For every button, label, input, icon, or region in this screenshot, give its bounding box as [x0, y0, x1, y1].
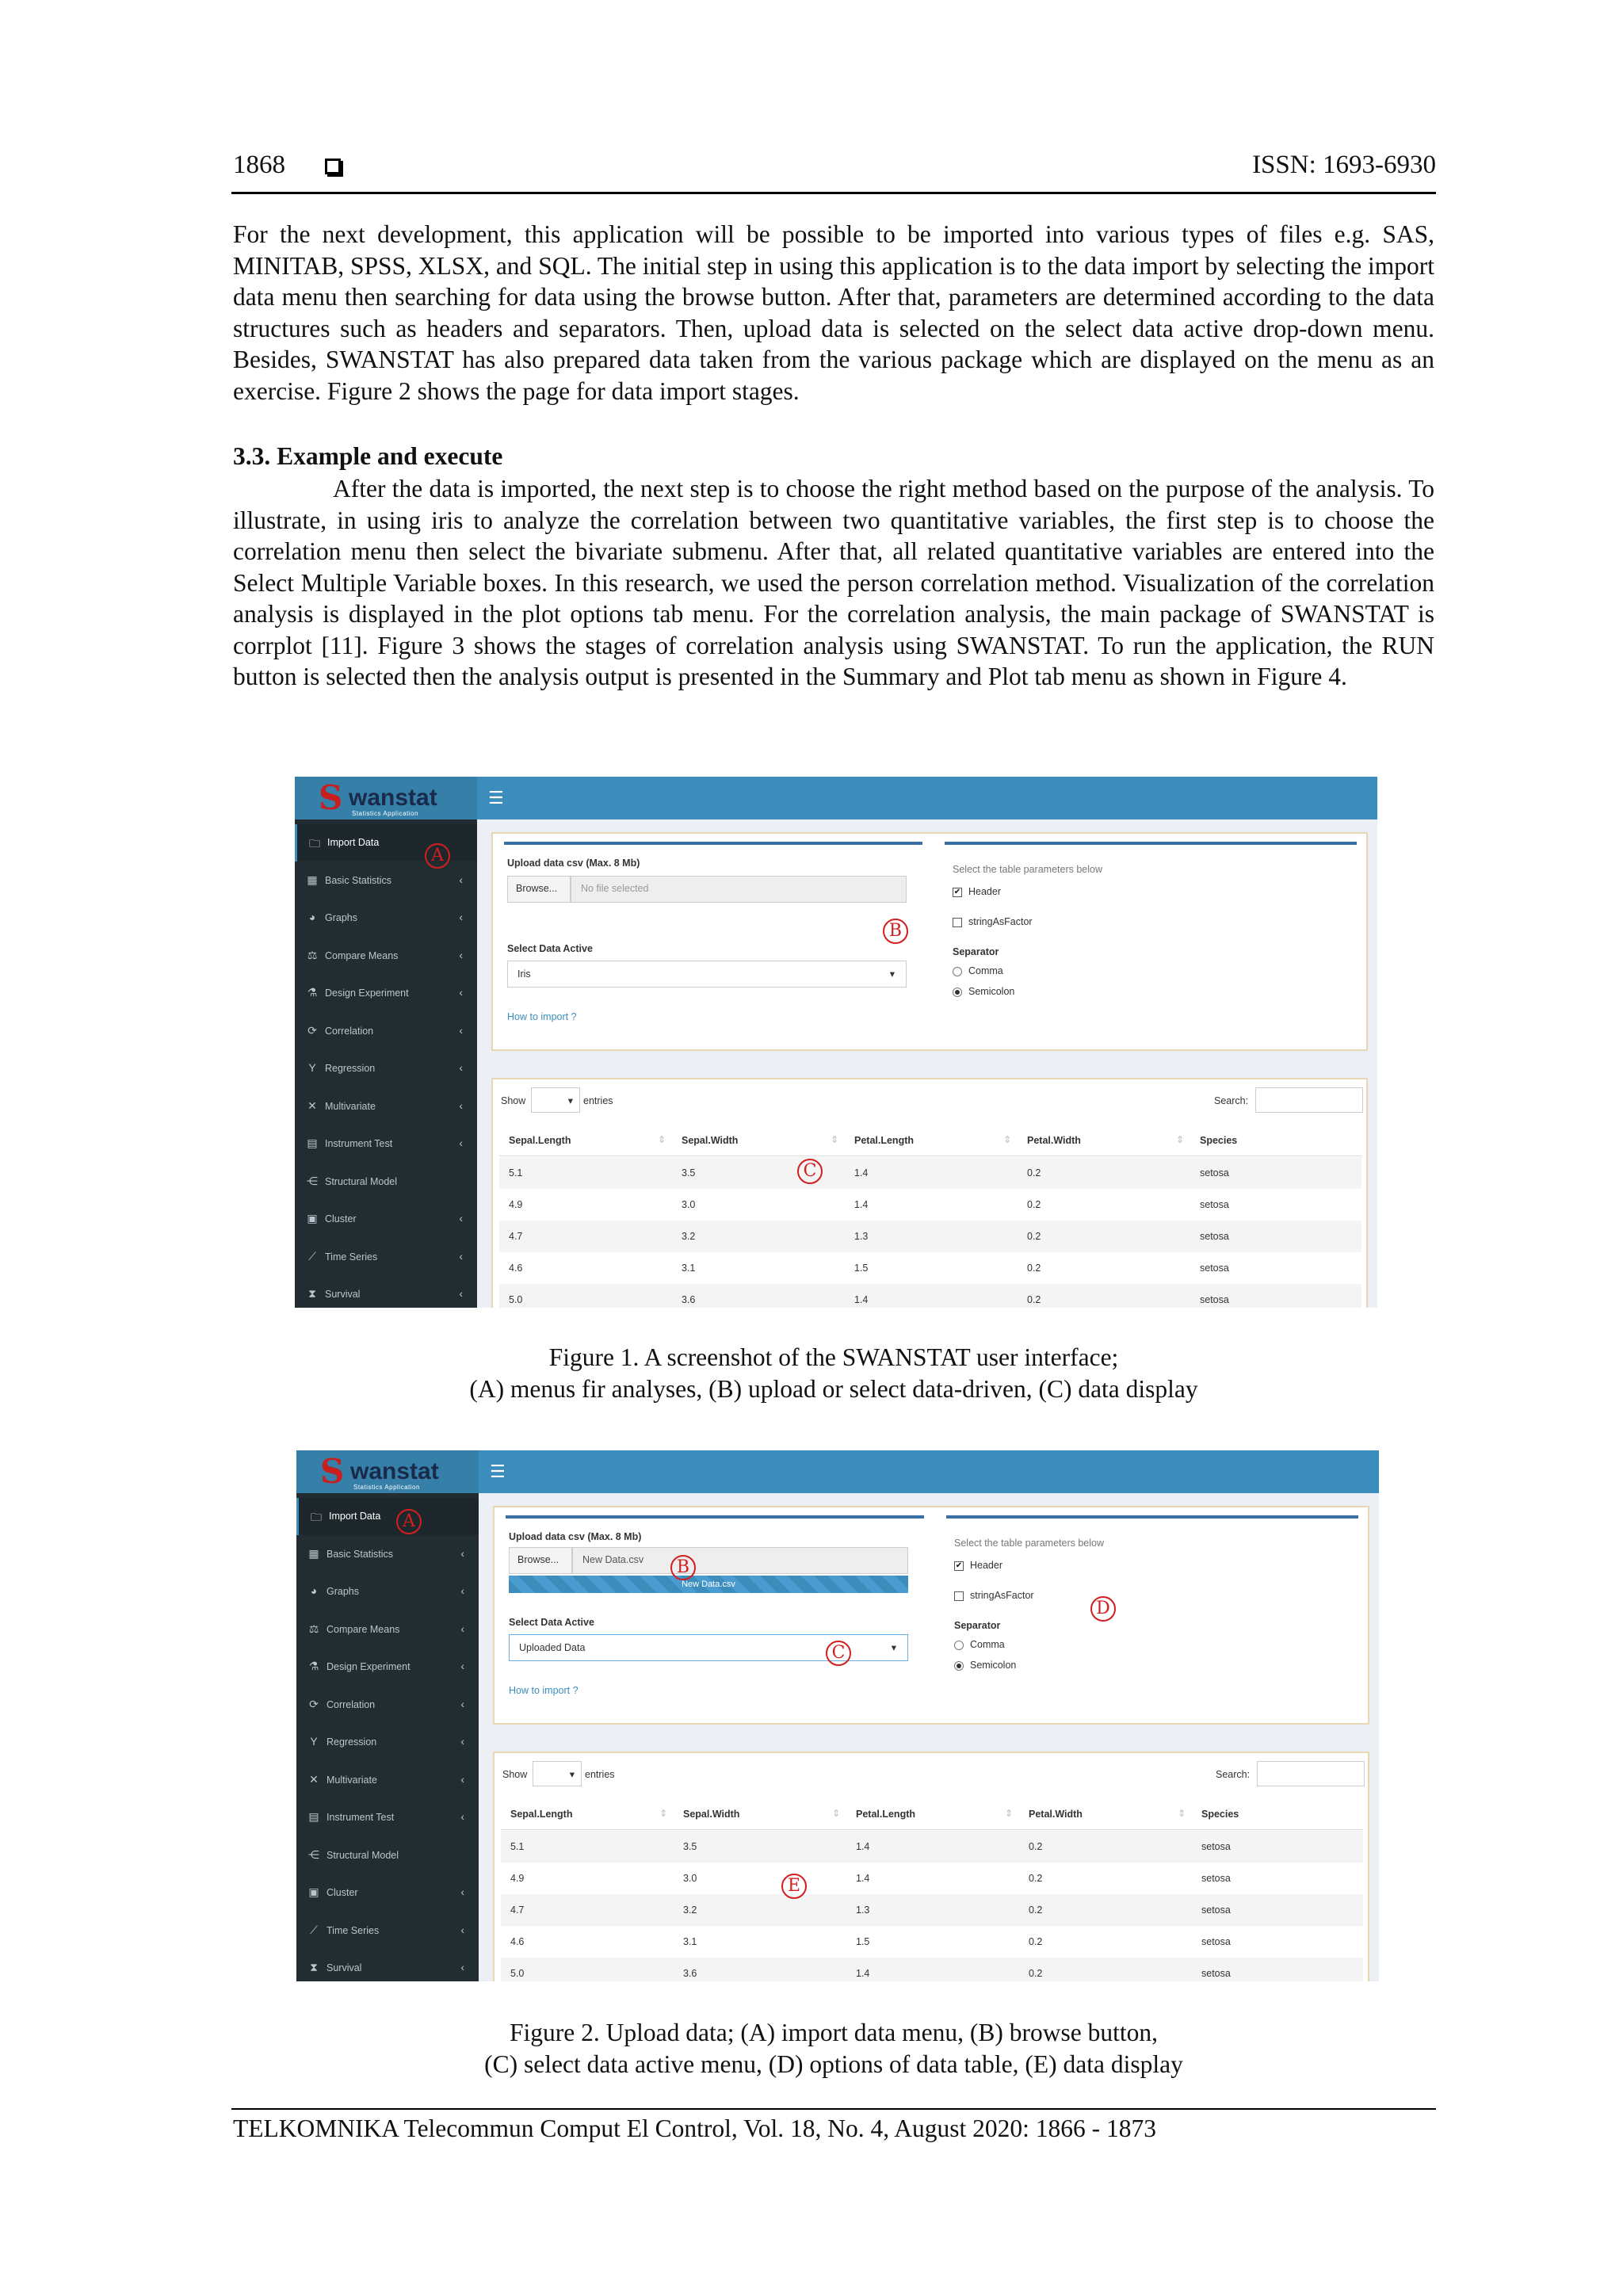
strings-as-factor-checkbox[interactable]	[954, 1591, 964, 1601]
sidebar-item-graphs[interactable]	[296, 1573, 479, 1610]
table-cell: 0.2	[1027, 1294, 1041, 1305]
table-cell: 1.5	[856, 1936, 870, 1947]
share-icon: ⋲	[307, 1174, 318, 1187]
refresh-icon: ⟳	[307, 1023, 317, 1037]
table-cell: 0.2	[1029, 1904, 1043, 1916]
sidebar-item-multivariate[interactable]	[295, 1088, 477, 1125]
table-row	[499, 1189, 1361, 1221]
show-label: Show	[502, 1769, 528, 1780]
semicolon-radio[interactable]	[953, 988, 962, 997]
chevron-left-icon: ‹	[460, 1810, 464, 1823]
upload-progress-bar: New Data.csv	[509, 1576, 908, 1593]
table-cell: 0.2	[1027, 1167, 1041, 1179]
strings-as-factor-checkbox[interactable]	[953, 918, 962, 927]
sidebar-item-basic-statistics[interactable]	[296, 1536, 479, 1573]
how-to-import-link[interactable]: How to import ?	[509, 1685, 579, 1696]
marker-e: E	[781, 1874, 807, 1899]
column-header[interactable]: Petal.Width	[1029, 1809, 1083, 1820]
table-cell: setosa	[1200, 1167, 1229, 1179]
sidebar-item-label: Cluster	[325, 1213, 357, 1224]
sidebar-item-label: Time Series	[325, 1251, 378, 1263]
sidebar-item-import-data[interactable]	[296, 1498, 479, 1535]
file-name-input[interactable]: No file selected	[571, 876, 907, 903]
intro-paragraph: For the next development, this application will be possible to be imported into various types of files e.g. SAS, MINITAB, SPSS, XLSX, and SQL. The initial step in using this application is to the data import by selecting the import data menu then searching for data using the browse button. After that, parameters are determined according to the data structures such as headers and separators. Then, upload data is selected on the select data active drop-down menu. Besides, SWANSTAT has also prepared data taken from the various package which are displayed on the menu as an exercise. Figure 2 shows the page for data import stages.	[233, 220, 1434, 405]
column-header[interactable]: Petal.Length	[856, 1809, 916, 1820]
figure-1-screenshot	[295, 777, 1377, 1308]
semicolon-radio[interactable]	[954, 1661, 964, 1671]
table-cell: 0.2	[1029, 1841, 1043, 1852]
separator-label: Separator	[953, 946, 999, 957]
entries-label: entries	[585, 1769, 615, 1780]
column-header[interactable]: Sepal.Length	[509, 1135, 571, 1146]
sidebar-item-structural-model[interactable]	[296, 1837, 479, 1874]
chevron-left-icon: ‹	[460, 1772, 464, 1786]
sidebar-item-design-experiment[interactable]	[296, 1648, 479, 1686]
table-cell: 3.2	[683, 1904, 697, 1916]
sidebar-item-label: Graphs	[327, 1586, 359, 1597]
caret-down-icon: ▾	[891, 1642, 896, 1653]
balance-scale-icon: ⚖	[308, 1622, 319, 1635]
sidebar-item-structural-model[interactable]	[295, 1163, 477, 1201]
sidebar-item-label: Instrument Test	[327, 1812, 395, 1823]
multivariate-icon: ✕	[307, 1098, 317, 1112]
table-cell: 4.9	[510, 1873, 525, 1884]
table-cell: setosa	[1200, 1231, 1229, 1242]
search-label: Search:	[1214, 1095, 1249, 1106]
marker-a: A	[425, 843, 450, 869]
table-cell: 0.2	[1027, 1231, 1041, 1242]
chevron-left-icon: ‹	[459, 1098, 463, 1112]
menu-toggle-icon[interactable]: ☰	[490, 1461, 506, 1481]
page-number: 1868	[233, 151, 285, 179]
search-input[interactable]	[1255, 1087, 1363, 1113]
column-header[interactable]: Sepal.Width	[683, 1809, 740, 1820]
entries-label: entries	[583, 1095, 613, 1106]
table-row	[501, 1831, 1363, 1862]
upload-label: Upload data csv (Max. 8 Mb)	[507, 858, 640, 869]
table-cell: 1.4	[856, 1968, 870, 1979]
sidebar-item-correlation[interactable]	[296, 1687, 479, 1724]
folder-icon: 🗀	[311, 1511, 322, 1523]
header-divider	[501, 1829, 1363, 1830]
balance-scale-icon: ⚖	[307, 948, 318, 961]
sidebar-item-design-experiment[interactable]	[295, 975, 477, 1012]
table-cell: 3.5	[682, 1167, 696, 1179]
table-cell: setosa	[1201, 1841, 1231, 1852]
comma-option-label: Comma	[968, 965, 1003, 976]
table-cell: 4.7	[510, 1904, 525, 1916]
marker-d: D	[1090, 1596, 1116, 1622]
figure-1-caption: Figure 1. A screenshot of the SWANSTAT user interface; (A) menus fir analyses, (B) upload or select data-driven, (C) data display	[469, 1343, 1198, 1403]
sidebar-item-regression[interactable]	[295, 1050, 477, 1087]
sort-icon[interactable]: ⇕	[1178, 1808, 1186, 1819]
params-title: Select the table parameters below	[953, 864, 1102, 875]
table-cell: 0.2	[1029, 1873, 1043, 1884]
figure-2-screenshot	[296, 1450, 1379, 1981]
table-cell: 3.2	[682, 1231, 696, 1242]
footer-rule	[231, 2108, 1436, 2110]
sidebar-item-instrument-test[interactable]	[295, 1125, 477, 1163]
semicolon-option-label: Semicolon	[970, 1660, 1017, 1671]
table-cell: setosa	[1201, 1936, 1231, 1947]
table-cell: 5.0	[509, 1294, 523, 1305]
sidebar-item-label: Basic Statistics	[325, 874, 392, 886]
table-cell: 4.6	[510, 1936, 525, 1947]
chevron-left-icon: ‹	[460, 1735, 464, 1748]
sidebar-item-survival[interactable]	[296, 1950, 479, 1981]
browse-button[interactable]: Browse...	[509, 1547, 572, 1574]
sidebar-item-label: Compare Means	[325, 949, 399, 961]
upload-box-bar	[506, 1515, 924, 1519]
share-icon: ⋲	[308, 1847, 319, 1861]
table-cell: setosa	[1201, 1873, 1231, 1884]
sidebar-item-label: Compare Means	[327, 1623, 400, 1635]
chevron-left-icon: ‹	[460, 1923, 464, 1936]
hourglass-icon: ⧗	[308, 1287, 316, 1300]
table-cell: setosa	[1200, 1294, 1229, 1305]
chevron-left-icon: ‹	[460, 1961, 464, 1973]
table-cell: 4.7	[509, 1231, 523, 1242]
refresh-icon: ⟳	[309, 1697, 319, 1710]
multivariate-icon: ✕	[309, 1772, 319, 1786]
column-header[interactable]: Petal.Width	[1027, 1135, 1081, 1146]
separator-label: Separator	[954, 1620, 1001, 1631]
params-box-bar	[945, 842, 1357, 845]
grid-icon: ▦	[308, 1546, 319, 1560]
marker-b: B	[883, 919, 908, 944]
table-cell: 1.5	[854, 1263, 869, 1274]
sort-icon[interactable]: ⇕	[1005, 1808, 1014, 1819]
line-chart-icon: ⟋	[308, 1249, 316, 1263]
chevron-left-icon: ‹	[460, 1660, 464, 1672]
table-cell: 0.2	[1027, 1199, 1041, 1210]
table-cell: 3.1	[682, 1263, 696, 1274]
sidebar-item-label: Instrument Test	[325, 1138, 393, 1149]
chevron-left-icon: ‹	[459, 948, 463, 961]
column-header[interactable]: Petal.Length	[854, 1135, 915, 1146]
flask-icon: ⚗	[307, 986, 318, 999]
header-rule	[231, 192, 1436, 194]
sort-icon[interactable]: ⇕	[658, 1134, 666, 1145]
sidebar-item-label: Correlation	[325, 1025, 374, 1037]
sidebar	[295, 819, 477, 1308]
table-cell: 5.0	[510, 1968, 525, 1979]
sidebar-item-instrument-test[interactable]	[296, 1799, 479, 1836]
table-row	[499, 1157, 1361, 1189]
sidebar-item-survival[interactable]	[295, 1276, 477, 1308]
select-data-active-label: Select Data Active	[507, 943, 593, 954]
search-label: Search:	[1216, 1769, 1251, 1780]
chevron-left-icon: ‹	[459, 1249, 463, 1263]
sidebar-item-compare-means[interactable]	[296, 1611, 479, 1648]
table-cell: 3.6	[682, 1294, 696, 1305]
chevron-left-icon: ‹	[459, 986, 463, 999]
regression-icon: Y	[308, 1061, 316, 1074]
semicolon-option-label: Semicolon	[968, 986, 1015, 997]
chevron-left-icon: ‹	[459, 873, 463, 886]
sidebar-item-label: Design Experiment	[325, 988, 409, 999]
table-cell: 5.1	[509, 1167, 523, 1179]
table-cell: 3.0	[683, 1873, 697, 1884]
comma-option-label: Comma	[970, 1639, 1005, 1650]
table-row	[501, 1862, 1363, 1894]
menu-toggle-icon[interactable]: ☰	[488, 788, 504, 808]
table-row	[499, 1221, 1361, 1252]
table-cell: 3.5	[683, 1841, 697, 1852]
data-active-select[interactable]: Iris ▾	[507, 961, 907, 988]
figure-2-caption: Figure 2. Upload data; (A) import data menu, (B) browse button, (C) select data active menu, (D) options of data table, (E) data display	[484, 2019, 1183, 2078]
column-header[interactable]: Species	[1200, 1135, 1238, 1146]
browse-button[interactable]: Browse...	[507, 876, 571, 903]
sidebar-item-label: Regression	[325, 1063, 376, 1074]
chevron-left-icon: ‹	[460, 1584, 464, 1597]
caret-down-icon: ▾	[569, 1769, 575, 1780]
hourglass-icon: ⧗	[310, 1961, 318, 1973]
sidebar-item-label: Basic Statistics	[327, 1548, 394, 1560]
column-header[interactable]: Sepal.Width	[682, 1135, 739, 1146]
swanstat-logo: S wanstat Statistics Application	[296, 1450, 479, 1493]
section-paragraph: After the data is imported, the next step is to choose the right method based on the purpose of the analysis. To illustrate, in using iris to analyze the correlation between two quantitative variables, the first step is to choose the correlation menu then select the bivariate submenu. After that, all related quantitative variables are entered into the Select Multiple Variable boxes. In this research, we used the person correlation method. Visualization of the correlation analysis is displayed in the plot options tab menu. For the correlation analysis, the main package of SWANSTAT is corrplot [11]. Figure 3 shows the stages of correlation analysis using SWANSTAT. To run the application, the RUN button is selected then the analysis output is presented in the Summary and Plot tab menu as shown in Figure 4.	[233, 475, 1434, 690]
sidebar	[296, 1493, 479, 1981]
file-name-input[interactable]: New Data.csv	[572, 1547, 908, 1574]
sidebar-item-label: Cluster	[327, 1887, 358, 1898]
column-header[interactable]: Sepal.Length	[510, 1809, 573, 1820]
table-cell: 1.3	[854, 1231, 869, 1242]
marker-b: B	[670, 1555, 696, 1580]
marker-c: C	[797, 1159, 823, 1184]
sidebar-item-label: Design Experiment	[327, 1661, 411, 1672]
table-cell: 4.6	[509, 1263, 523, 1274]
sidebar-item-label: Correlation	[327, 1698, 376, 1710]
comma-radio[interactable]	[954, 1641, 964, 1650]
footer-citation: TELKOMNIKA Telecommun Comput El Control, Vol. 18, No. 4, August 2020: 1866 - 1873	[233, 2115, 1157, 2142]
flask-icon: ⚗	[308, 1660, 319, 1672]
sidebar-item-label: Multivariate	[325, 1100, 376, 1112]
sidebar-item-label: Multivariate	[327, 1774, 377, 1786]
table-cell: 5.1	[510, 1841, 525, 1852]
chevron-left-icon: ‹	[459, 1212, 463, 1224]
comma-radio[interactable]	[953, 967, 962, 976]
table-cell: 0.2	[1029, 1968, 1043, 1979]
search-input[interactable]	[1257, 1761, 1365, 1786]
strings-option-label: stringAsFactor	[970, 1590, 1034, 1601]
header-checkbox[interactable]: ✔	[953, 888, 961, 896]
params-title: Select the table parameters below	[954, 1538, 1104, 1549]
line-chart-icon: ⟋	[310, 1923, 318, 1936]
sidebar-item-label: Time Series	[327, 1924, 380, 1936]
table-cell: 0.2	[1027, 1263, 1041, 1274]
regression-icon: Y	[310, 1735, 318, 1748]
table-cell: 1.4	[854, 1199, 869, 1210]
section-heading: 3.3. Example and execute	[233, 442, 503, 470]
sidebar-item-label: Import Data	[327, 837, 380, 848]
sidebar-item-compare-means[interactable]	[295, 938, 477, 975]
swanstat-logo: S wanstat Statistics Application	[295, 777, 477, 819]
sort-icon[interactable]: ⇕	[659, 1808, 668, 1819]
table-cell: 3.1	[683, 1936, 697, 1947]
sidebar-item-basic-statistics[interactable]	[295, 862, 477, 900]
sidebar-item-label: Import Data	[329, 1511, 381, 1522]
upload-box-bar	[504, 842, 922, 845]
table-row	[501, 1926, 1363, 1958]
pie-chart-icon: ◕	[310, 1584, 318, 1597]
table-cell: setosa	[1201, 1968, 1231, 1979]
square-bullet-icon	[325, 151, 341, 180]
chevron-left-icon: ‹	[460, 1622, 464, 1635]
sidebar-item-cluster[interactable]	[296, 1874, 479, 1912]
chevron-left-icon: ‹	[459, 1061, 463, 1074]
cluster-icon: ▣	[308, 1885, 319, 1898]
table-cell: setosa	[1200, 1263, 1229, 1274]
how-to-import-link[interactable]: How to import ?	[507, 1011, 577, 1022]
sidebar-item-cluster[interactable]	[295, 1201, 477, 1238]
list-icon: ▤	[307, 1137, 318, 1149]
sidebar-item-multivariate[interactable]	[296, 1762, 479, 1799]
header-option-label: Header	[970, 1560, 1002, 1571]
table-cell: 1.3	[856, 1904, 870, 1916]
header-checkbox[interactable]: ✔	[955, 1561, 963, 1570]
sidebar-item-label: Structural Model	[325, 1175, 398, 1187]
select-data-active-label: Select Data Active	[509, 1617, 594, 1628]
sort-icon[interactable]: ⇕	[1003, 1134, 1012, 1145]
marker-a: A	[396, 1509, 422, 1534]
issn: ISSN: 1693-6930	[1252, 151, 1436, 179]
sort-icon[interactable]: ⇕	[831, 1134, 839, 1145]
sidebar-item-time-series[interactable]	[295, 1239, 477, 1276]
table-row	[499, 1252, 1361, 1284]
strings-option-label: stringAsFactor	[968, 916, 1033, 927]
sidebar-item-correlation[interactable]	[295, 1013, 477, 1050]
upload-label: Upload data csv (Max. 8 Mb)	[509, 1531, 642, 1542]
table-cell: 1.4	[856, 1873, 870, 1884]
table-cell: 4.9	[509, 1199, 523, 1210]
sidebar-item-label: Graphs	[325, 912, 357, 923]
sort-icon[interactable]: ⇕	[832, 1808, 841, 1819]
sidebar-item-time-series[interactable]	[296, 1912, 479, 1950]
pie-chart-icon: ◕	[308, 911, 316, 923]
list-icon: ▤	[308, 1810, 319, 1823]
sidebar-item-label: Survival	[325, 1289, 361, 1300]
chevron-left-icon: ‹	[459, 1287, 463, 1300]
entries-select[interactable]	[531, 1087, 580, 1113]
sidebar-item-graphs[interactable]	[295, 900, 477, 937]
table-cell: setosa	[1200, 1199, 1229, 1210]
table-cell: 3.6	[683, 1968, 697, 1979]
grid-icon: ▦	[307, 873, 318, 886]
chevron-left-icon: ‹	[459, 1137, 463, 1149]
table-cell: 0.2	[1029, 1936, 1043, 1947]
table-cell: setosa	[1201, 1904, 1231, 1916]
table-cell: 1.4	[854, 1167, 869, 1179]
table-cell: 3.0	[682, 1199, 696, 1210]
column-header[interactable]: Species	[1201, 1809, 1239, 1820]
table-row	[501, 1894, 1363, 1926]
sidebar-item-label: Survival	[327, 1962, 362, 1973]
folder-icon: 🗀	[309, 837, 320, 850]
table-row	[499, 1284, 1361, 1308]
cluster-icon: ▣	[307, 1212, 318, 1224]
entries-select[interactable]	[533, 1761, 582, 1786]
data-active-select[interactable]: Uploaded Data ▾	[509, 1634, 908, 1661]
sort-icon[interactable]: ⇕	[1176, 1134, 1185, 1145]
chevron-left-icon: ‹	[460, 1697, 464, 1710]
sidebar-item-label: Regression	[327, 1736, 377, 1748]
chevron-left-icon: ‹	[460, 1546, 464, 1560]
table-cell: 1.4	[854, 1294, 869, 1305]
header-option-label: Header	[968, 886, 1001, 897]
sidebar-item-label: Structural Model	[327, 1849, 399, 1861]
table-row	[501, 1958, 1363, 1981]
show-label: Show	[501, 1095, 526, 1106]
caret-down-icon: ▾	[889, 968, 895, 980]
params-box-bar	[946, 1515, 1358, 1519]
sidebar-item-regression[interactable]	[296, 1724, 479, 1761]
chevron-left-icon: ‹	[460, 1885, 464, 1898]
table-cell: 1.4	[856, 1841, 870, 1852]
marker-c: C	[826, 1641, 851, 1666]
chevron-left-icon: ‹	[459, 911, 463, 923]
caret-down-icon: ▾	[567, 1095, 573, 1106]
chevron-left-icon: ‹	[459, 1023, 463, 1037]
